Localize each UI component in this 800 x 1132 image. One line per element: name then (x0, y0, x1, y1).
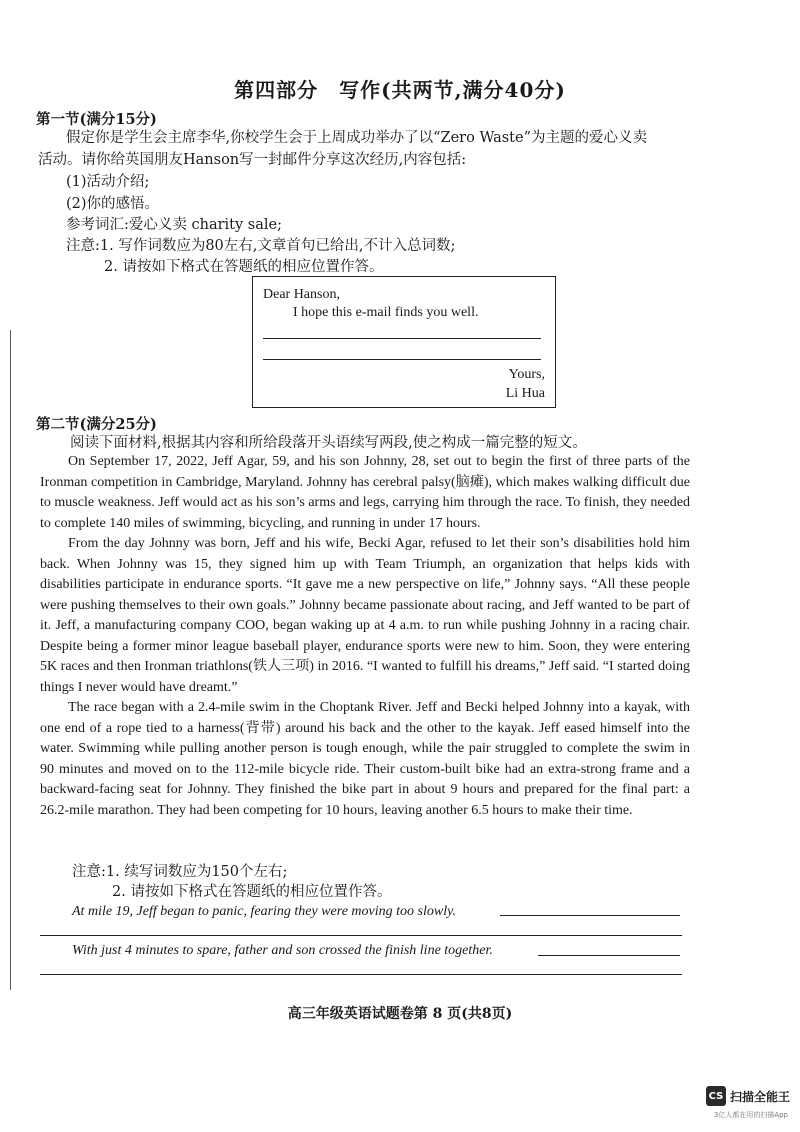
section2-instruction: 阅读下面材料,根据其内容和所给段落开头语续写两段,使之构成一篇完整的短文。 (70, 435, 587, 451)
passage (40, 452, 690, 821)
letter-greeting: Dear Hanson, (263, 287, 340, 302)
section1-line: 2. 请按如下格式在答题纸的相应位置作答。 (104, 259, 384, 275)
section1-line: 参考词汇:爱心义卖 charity sale; (66, 217, 282, 233)
note-1: 注意:1. 续写词数应为150个左右; (72, 864, 288, 880)
section1-line: 假定你是学生会主席李华,你校学生会于上周成功举办了以“Zero Waste”为主题的爱心义卖 (66, 130, 647, 146)
answer-line (500, 915, 680, 916)
letter-closing: Yours, (508, 367, 545, 382)
section1-heading: 第一节(满分15分) (36, 111, 157, 128)
continuation-prompt-2: With just 4 minutes to spare, father and son crossed the finish line together. (72, 943, 493, 958)
answer-line (538, 955, 680, 956)
page-title: 第四部分 写作(共两节,满分40分) (234, 78, 566, 102)
passage-paragraph: On September 17, 2022, Jeff Agar, 59, and his son Johnny, 28, set out to begin the first of three parts of the Ironman competition in Cambridge, Maryland. Johnny has cerebral palsy(脑瘫), which makes walking difficult due to muscle weakness. Jeff would act as his son’s arms and legs, carrying him through the race. To finish, they needed to complete 140 miles of swimming, bicycling, and running in under 17 hours. (40, 454, 690, 531)
letter-first-sentence: I hope this e-mail finds you well. (293, 305, 479, 320)
answer-line (40, 974, 682, 975)
note-2: 2. 请按如下格式在答题纸的相应位置作答。 (112, 884, 392, 900)
page-footer: 高三年级英语试题卷第 8 页(共8页) (287, 1006, 513, 1022)
letter-signature: Li Hua (505, 386, 545, 401)
section1-line: 活动。请你给英国朋友Hanson写一封邮件分享这次经历,内容包括: (38, 152, 467, 168)
continuation-prompt-1: At mile 19, Jeff began to panic, fearing they were moving too slowly. (72, 904, 457, 919)
section1-line: 注意:1. 写作词数应为80左右,文章首句已给出,不计入总词数; (66, 238, 456, 254)
answer-line (40, 935, 682, 936)
margin-line (10, 330, 11, 990)
watermark-name: 扫描全能王 (729, 1089, 790, 1104)
section2-heading: 第二节(满分25分) (36, 416, 157, 433)
answer-line (263, 338, 541, 339)
watermark-subtitle: 3亿人都在用的扫描App (713, 1111, 788, 1119)
passage-paragraph: The race began with a 2.4-mile swim in the Choptank River. Jeff and Becki helped Johnny into a kayak, with one end of a rope tied to a harness(背带) around his back and the other to the kayak. Jeff eased himself into the water. Swimming while pulling another person is tough enough, while the pair struggled to complete the swim in 90 minutes and moved on to the 112-mile bicycle ride. Their custom-built bike had an extra-strong frame and a backward-facing seat for Johnny. They finished the bike part in about 9 hours and prepared for the final part: a 26.2-mile marathon. They had been competing for 10 hours, leaving another 6.5 hours to make their time. (40, 700, 690, 818)
passage-paragraph: From the day Johnny was born, Jeff and his wife, Becki Agar, refused to let their son’s disabilities hold him back. When Johnny was 15, they signed him up with Team Triumph, an organization that helps kids with disabilities participate in endurance sports. “It gave me a new perspective on life,” Johnny says. “All these people were pushing themselves to their own goals.” Johnny became passionate about racing, and Jeff wanted to be part of it. Jeff, a manufacturing company COO, began waking up at 4 a.m. to run while pushing Johnny in a racing chair. Despite being a former minor league baseball player, endurance sports were new to him. Soon, they were entering 5K races and then Ironman triathlons(铁人三项) in 2016. “I wanted to fulfill his dreams,” Jeff said. “I started doing things I never would have dreamt.” (40, 536, 690, 695)
section1-line: (1)活动介绍; (66, 174, 150, 190)
answer-line (263, 359, 541, 360)
letter-format-box (252, 276, 556, 408)
camscanner-logo-icon: CS (706, 1086, 726, 1106)
section1-line: (2)你的感悟。 (66, 196, 160, 212)
scanner-watermark (706, 1086, 790, 1106)
